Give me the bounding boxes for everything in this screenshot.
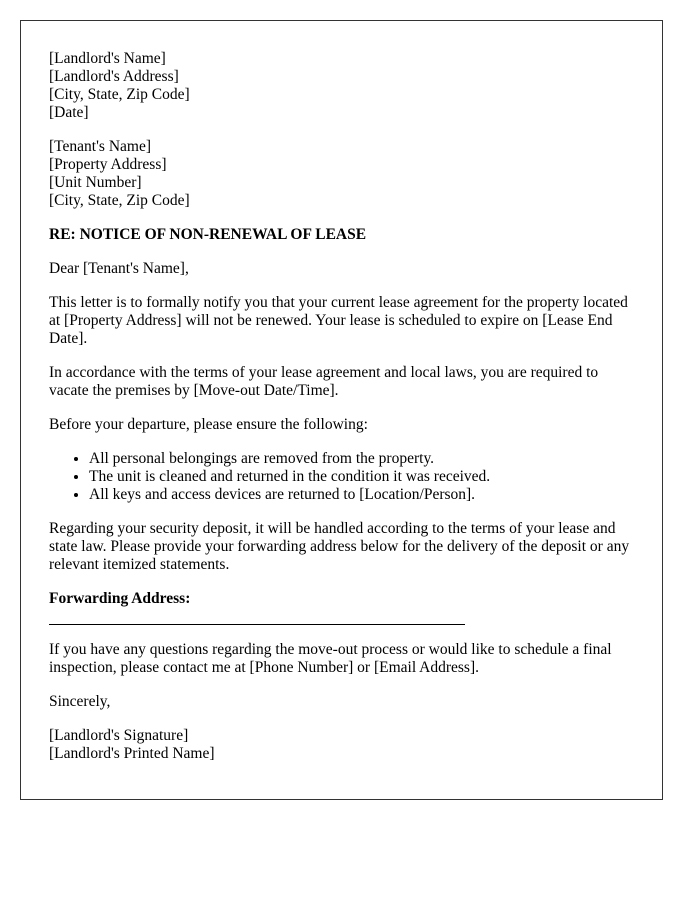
checklist (49, 450, 634, 504)
recipient-city: [City, State, Zip Code] (49, 192, 190, 209)
subject-line: RE: NOTICE OF NON-RENEWAL OF LEASE (49, 226, 367, 243)
checklist-item: • The unit is cleaned and returned in the condition it was received. (89, 468, 634, 486)
sender-address: [Landlord's Address] (49, 68, 179, 85)
checklist-item: • All personal belongings are removed from the property. (89, 450, 634, 468)
forwarding-address-label: Forwarding Address: (49, 590, 191, 607)
recipient-property: [Property Address] (49, 156, 167, 173)
recipient-unit: [Unit Number] (49, 174, 142, 191)
body-paragraph: Before your departure, please ensure the following: (49, 416, 368, 433)
signature: [Landlord's Signature] (49, 727, 189, 744)
printed-name: [Landlord's Printed Name] (49, 745, 215, 762)
closing: Sincerely, (49, 693, 111, 710)
signature-block (49, 727, 634, 763)
recipient-block (49, 138, 634, 210)
recipient-name: [Tenant's Name] (49, 138, 151, 155)
sender-city: [City, State, Zip Code] (49, 86, 190, 103)
letter-date: [Date] (49, 104, 89, 121)
sender-name: [Landlord's Name] (49, 50, 166, 67)
forwarding-address-line (49, 616, 465, 625)
letter (20, 20, 663, 800)
salutation: Dear [Tenant's Name], (49, 260, 189, 277)
contact-paragraph: If you have any questions regarding the move-out process or would like to schedule a final inspection, please contact me at [Phone Number] or [Email Address]. (49, 641, 612, 676)
sender-block (49, 50, 634, 122)
body-paragraph: In accordance with the terms of your lease agreement and local laws, you are required to vacate the premises by [Move-out Date/Time]. (49, 364, 599, 399)
body-paragraph: This letter is to formally notify you that your current lease agreement for the property located at [Property Address] will not be renewed. Your lease is scheduled to expire on [Lease End Date]. (49, 294, 628, 347)
deposit-paragraph: Regarding your security deposit, it will be handled according to the terms of your lease and state law. Please provide your forwarding address below for the delivery of the deposit or any relevant itemized statements. (49, 520, 630, 573)
checklist-item: • All keys and access devices are returned to [Location/Person]. (89, 486, 634, 504)
